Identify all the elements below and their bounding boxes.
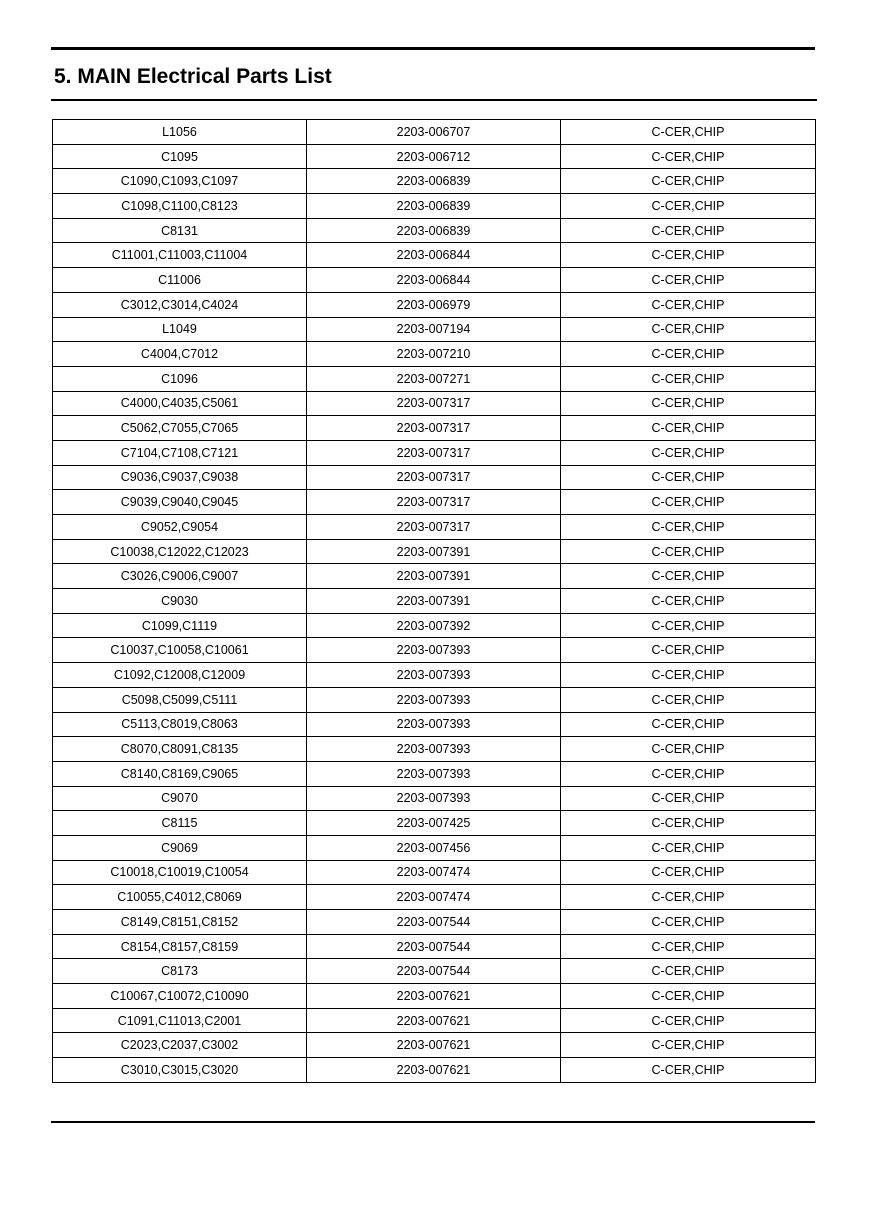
description-cell: C-CER,CHIP — [561, 515, 816, 540]
location-cell: C9036,C9037,C9038 — [53, 465, 307, 490]
part-code-cell: 2203-007544 — [307, 910, 561, 935]
part-code-cell: 2203-007393 — [307, 687, 561, 712]
table-row — [53, 934, 816, 959]
location-cell: C1095 — [53, 144, 307, 169]
description-cell: C-CER,CHIP — [561, 268, 816, 293]
part-code-cell: 2203-007393 — [307, 761, 561, 786]
description-cell: C-CER,CHIP — [561, 761, 816, 786]
description-cell: C-CER,CHIP — [561, 737, 816, 762]
location-cell: C10018,C10019,C10054 — [53, 860, 307, 885]
table-row — [53, 1033, 816, 1058]
top-rule — [51, 47, 815, 50]
table-row — [53, 243, 816, 268]
description-cell: C-CER,CHIP — [561, 959, 816, 984]
part-code-cell: 2203-006839 — [307, 194, 561, 219]
table-row — [53, 391, 816, 416]
table-row — [53, 786, 816, 811]
part-code-cell: 2203-006712 — [307, 144, 561, 169]
table-row — [53, 539, 816, 564]
location-cell: C8140,C8169,C9065 — [53, 761, 307, 786]
location-cell: C3012,C3014,C4024 — [53, 292, 307, 317]
location-cell: C5113,C8019,C8063 — [53, 712, 307, 737]
part-code-cell: 2203-007210 — [307, 342, 561, 367]
location-cell: C8070,C8091,C8135 — [53, 737, 307, 762]
table-row — [53, 169, 816, 194]
part-code-cell: 2203-007391 — [307, 564, 561, 589]
description-cell: C-CER,CHIP — [561, 885, 816, 910]
description-cell: C-CER,CHIP — [561, 687, 816, 712]
part-code-cell: 2203-007393 — [307, 712, 561, 737]
description-cell: C-CER,CHIP — [561, 218, 816, 243]
location-cell: C10037,C10058,C10061 — [53, 638, 307, 663]
description-cell: C-CER,CHIP — [561, 786, 816, 811]
part-code-cell: 2203-006979 — [307, 292, 561, 317]
table-row — [53, 959, 816, 984]
location-cell: C5062,C7055,C7065 — [53, 416, 307, 441]
description-cell: C-CER,CHIP — [561, 613, 816, 638]
table-row — [53, 120, 816, 145]
part-code-cell: 2203-007621 — [307, 1008, 561, 1033]
location-cell: C5098,C5099,C5111 — [53, 687, 307, 712]
table-row — [53, 342, 816, 367]
description-cell: C-CER,CHIP — [561, 465, 816, 490]
description-cell: C-CER,CHIP — [561, 194, 816, 219]
location-cell: L1049 — [53, 317, 307, 342]
description-cell: C-CER,CHIP — [561, 564, 816, 589]
table-row — [53, 366, 816, 391]
table-row — [53, 440, 816, 465]
description-cell: C-CER,CHIP — [561, 860, 816, 885]
table-row — [53, 564, 816, 589]
location-cell: C9030 — [53, 589, 307, 614]
part-code-cell: 2203-007271 — [307, 366, 561, 391]
part-code-cell: 2203-007194 — [307, 317, 561, 342]
table-row — [53, 465, 816, 490]
table-row — [53, 515, 816, 540]
parts-table-body — [53, 120, 816, 1083]
table-row — [53, 761, 816, 786]
table-row — [53, 638, 816, 663]
description-cell: C-CER,CHIP — [561, 539, 816, 564]
description-cell: C-CER,CHIP — [561, 120, 816, 145]
part-code-cell: 2203-007391 — [307, 539, 561, 564]
table-row — [53, 712, 816, 737]
description-cell: C-CER,CHIP — [561, 416, 816, 441]
location-cell: C8149,C8151,C8152 — [53, 910, 307, 935]
table-row — [53, 218, 816, 243]
description-cell: C-CER,CHIP — [561, 292, 816, 317]
table-row — [53, 910, 816, 935]
description-cell: C-CER,CHIP — [561, 391, 816, 416]
location-cell: C11001,C11003,C11004 — [53, 243, 307, 268]
table-row — [53, 1008, 816, 1033]
location-cell: C8115 — [53, 811, 307, 836]
part-code-cell: 2203-007393 — [307, 786, 561, 811]
part-code-cell: 2203-007317 — [307, 465, 561, 490]
location-cell: C1090,C1093,C1097 — [53, 169, 307, 194]
table-row — [53, 144, 816, 169]
part-code-cell: 2203-006839 — [307, 218, 561, 243]
table-row — [53, 317, 816, 342]
location-cell: C8154,C8157,C8159 — [53, 934, 307, 959]
description-cell: C-CER,CHIP — [561, 712, 816, 737]
part-code-cell: 2203-007391 — [307, 589, 561, 614]
location-cell: C3010,C3015,C3020 — [53, 1058, 307, 1083]
page-title: 5. MAIN Electrical Parts List — [54, 65, 332, 88]
part-code-cell: 2203-007621 — [307, 1058, 561, 1083]
part-code-cell: 2203-007474 — [307, 885, 561, 910]
part-code-cell: 2203-007425 — [307, 811, 561, 836]
part-code-cell: 2203-006844 — [307, 268, 561, 293]
table-row — [53, 613, 816, 638]
table-row — [53, 292, 816, 317]
part-code-cell: 2203-007474 — [307, 860, 561, 885]
description-cell: C-CER,CHIP — [561, 811, 816, 836]
location-cell: C9070 — [53, 786, 307, 811]
part-code-cell: 2203-007317 — [307, 416, 561, 441]
part-code-cell: 2203-006707 — [307, 120, 561, 145]
part-code-cell: 2203-007393 — [307, 737, 561, 762]
location-cell: C10038,C12022,C12023 — [53, 539, 307, 564]
description-cell: C-CER,CHIP — [561, 1033, 816, 1058]
description-cell: C-CER,CHIP — [561, 169, 816, 194]
part-code-cell: 2203-006839 — [307, 169, 561, 194]
parts-table — [52, 119, 816, 1083]
table-row — [53, 885, 816, 910]
description-cell: C-CER,CHIP — [561, 663, 816, 688]
description-cell: C-CER,CHIP — [561, 144, 816, 169]
location-cell: C9052,C9054 — [53, 515, 307, 540]
description-cell: C-CER,CHIP — [561, 589, 816, 614]
description-cell: C-CER,CHIP — [561, 934, 816, 959]
table-row — [53, 490, 816, 515]
table-row — [53, 1058, 816, 1083]
table-row — [53, 860, 816, 885]
description-cell: C-CER,CHIP — [561, 638, 816, 663]
part-code-cell: 2203-007621 — [307, 984, 561, 1009]
part-code-cell: 2203-007393 — [307, 663, 561, 688]
part-code-cell: 2203-007317 — [307, 490, 561, 515]
location-cell: C7104,C7108,C7121 — [53, 440, 307, 465]
location-cell: C4004,C7012 — [53, 342, 307, 367]
table-row — [53, 687, 816, 712]
location-cell: C1092,C12008,C12009 — [53, 663, 307, 688]
part-code-cell: 2203-007544 — [307, 959, 561, 984]
part-code-cell: 2203-006844 — [307, 243, 561, 268]
description-cell: C-CER,CHIP — [561, 342, 816, 367]
table-row — [53, 835, 816, 860]
description-cell: C-CER,CHIP — [561, 1058, 816, 1083]
description-cell: C-CER,CHIP — [561, 243, 816, 268]
description-cell: C-CER,CHIP — [561, 317, 816, 342]
part-code-cell: 2203-007544 — [307, 934, 561, 959]
location-cell: C8173 — [53, 959, 307, 984]
bottom-rule — [51, 1121, 815, 1123]
part-code-cell: 2203-007393 — [307, 638, 561, 663]
table-row — [53, 268, 816, 293]
table-row — [53, 589, 816, 614]
location-cell: C9039,C9040,C9045 — [53, 490, 307, 515]
location-cell: C1099,C1119 — [53, 613, 307, 638]
description-cell: C-CER,CHIP — [561, 1008, 816, 1033]
table-row — [53, 663, 816, 688]
title-underline — [51, 99, 817, 101]
location-cell: C1098,C1100,C8123 — [53, 194, 307, 219]
table-row — [53, 984, 816, 1009]
table-row — [53, 194, 816, 219]
description-cell: C-CER,CHIP — [561, 984, 816, 1009]
location-cell: L1056 — [53, 120, 307, 145]
location-cell: C3026,C9006,C9007 — [53, 564, 307, 589]
description-cell: C-CER,CHIP — [561, 440, 816, 465]
location-cell: C2023,C2037,C3002 — [53, 1033, 307, 1058]
location-cell: C10055,C4012,C8069 — [53, 885, 307, 910]
location-cell: C1096 — [53, 366, 307, 391]
description-cell: C-CER,CHIP — [561, 910, 816, 935]
location-cell: C10067,C10072,C10090 — [53, 984, 307, 1009]
table-row — [53, 811, 816, 836]
description-cell: C-CER,CHIP — [561, 366, 816, 391]
part-code-cell: 2203-007456 — [307, 835, 561, 860]
part-code-cell: 2203-007317 — [307, 440, 561, 465]
description-cell: C-CER,CHIP — [561, 835, 816, 860]
location-cell: C1091,C11013,C2001 — [53, 1008, 307, 1033]
table-row — [53, 416, 816, 441]
part-code-cell: 2203-007317 — [307, 391, 561, 416]
part-code-cell: 2203-007621 — [307, 1033, 561, 1058]
table-row — [53, 737, 816, 762]
location-cell: C11006 — [53, 268, 307, 293]
location-cell: C9069 — [53, 835, 307, 860]
part-code-cell: 2203-007317 — [307, 515, 561, 540]
location-cell: C4000,C4035,C5061 — [53, 391, 307, 416]
location-cell: C8131 — [53, 218, 307, 243]
description-cell: C-CER,CHIP — [561, 490, 816, 515]
part-code-cell: 2203-007392 — [307, 613, 561, 638]
